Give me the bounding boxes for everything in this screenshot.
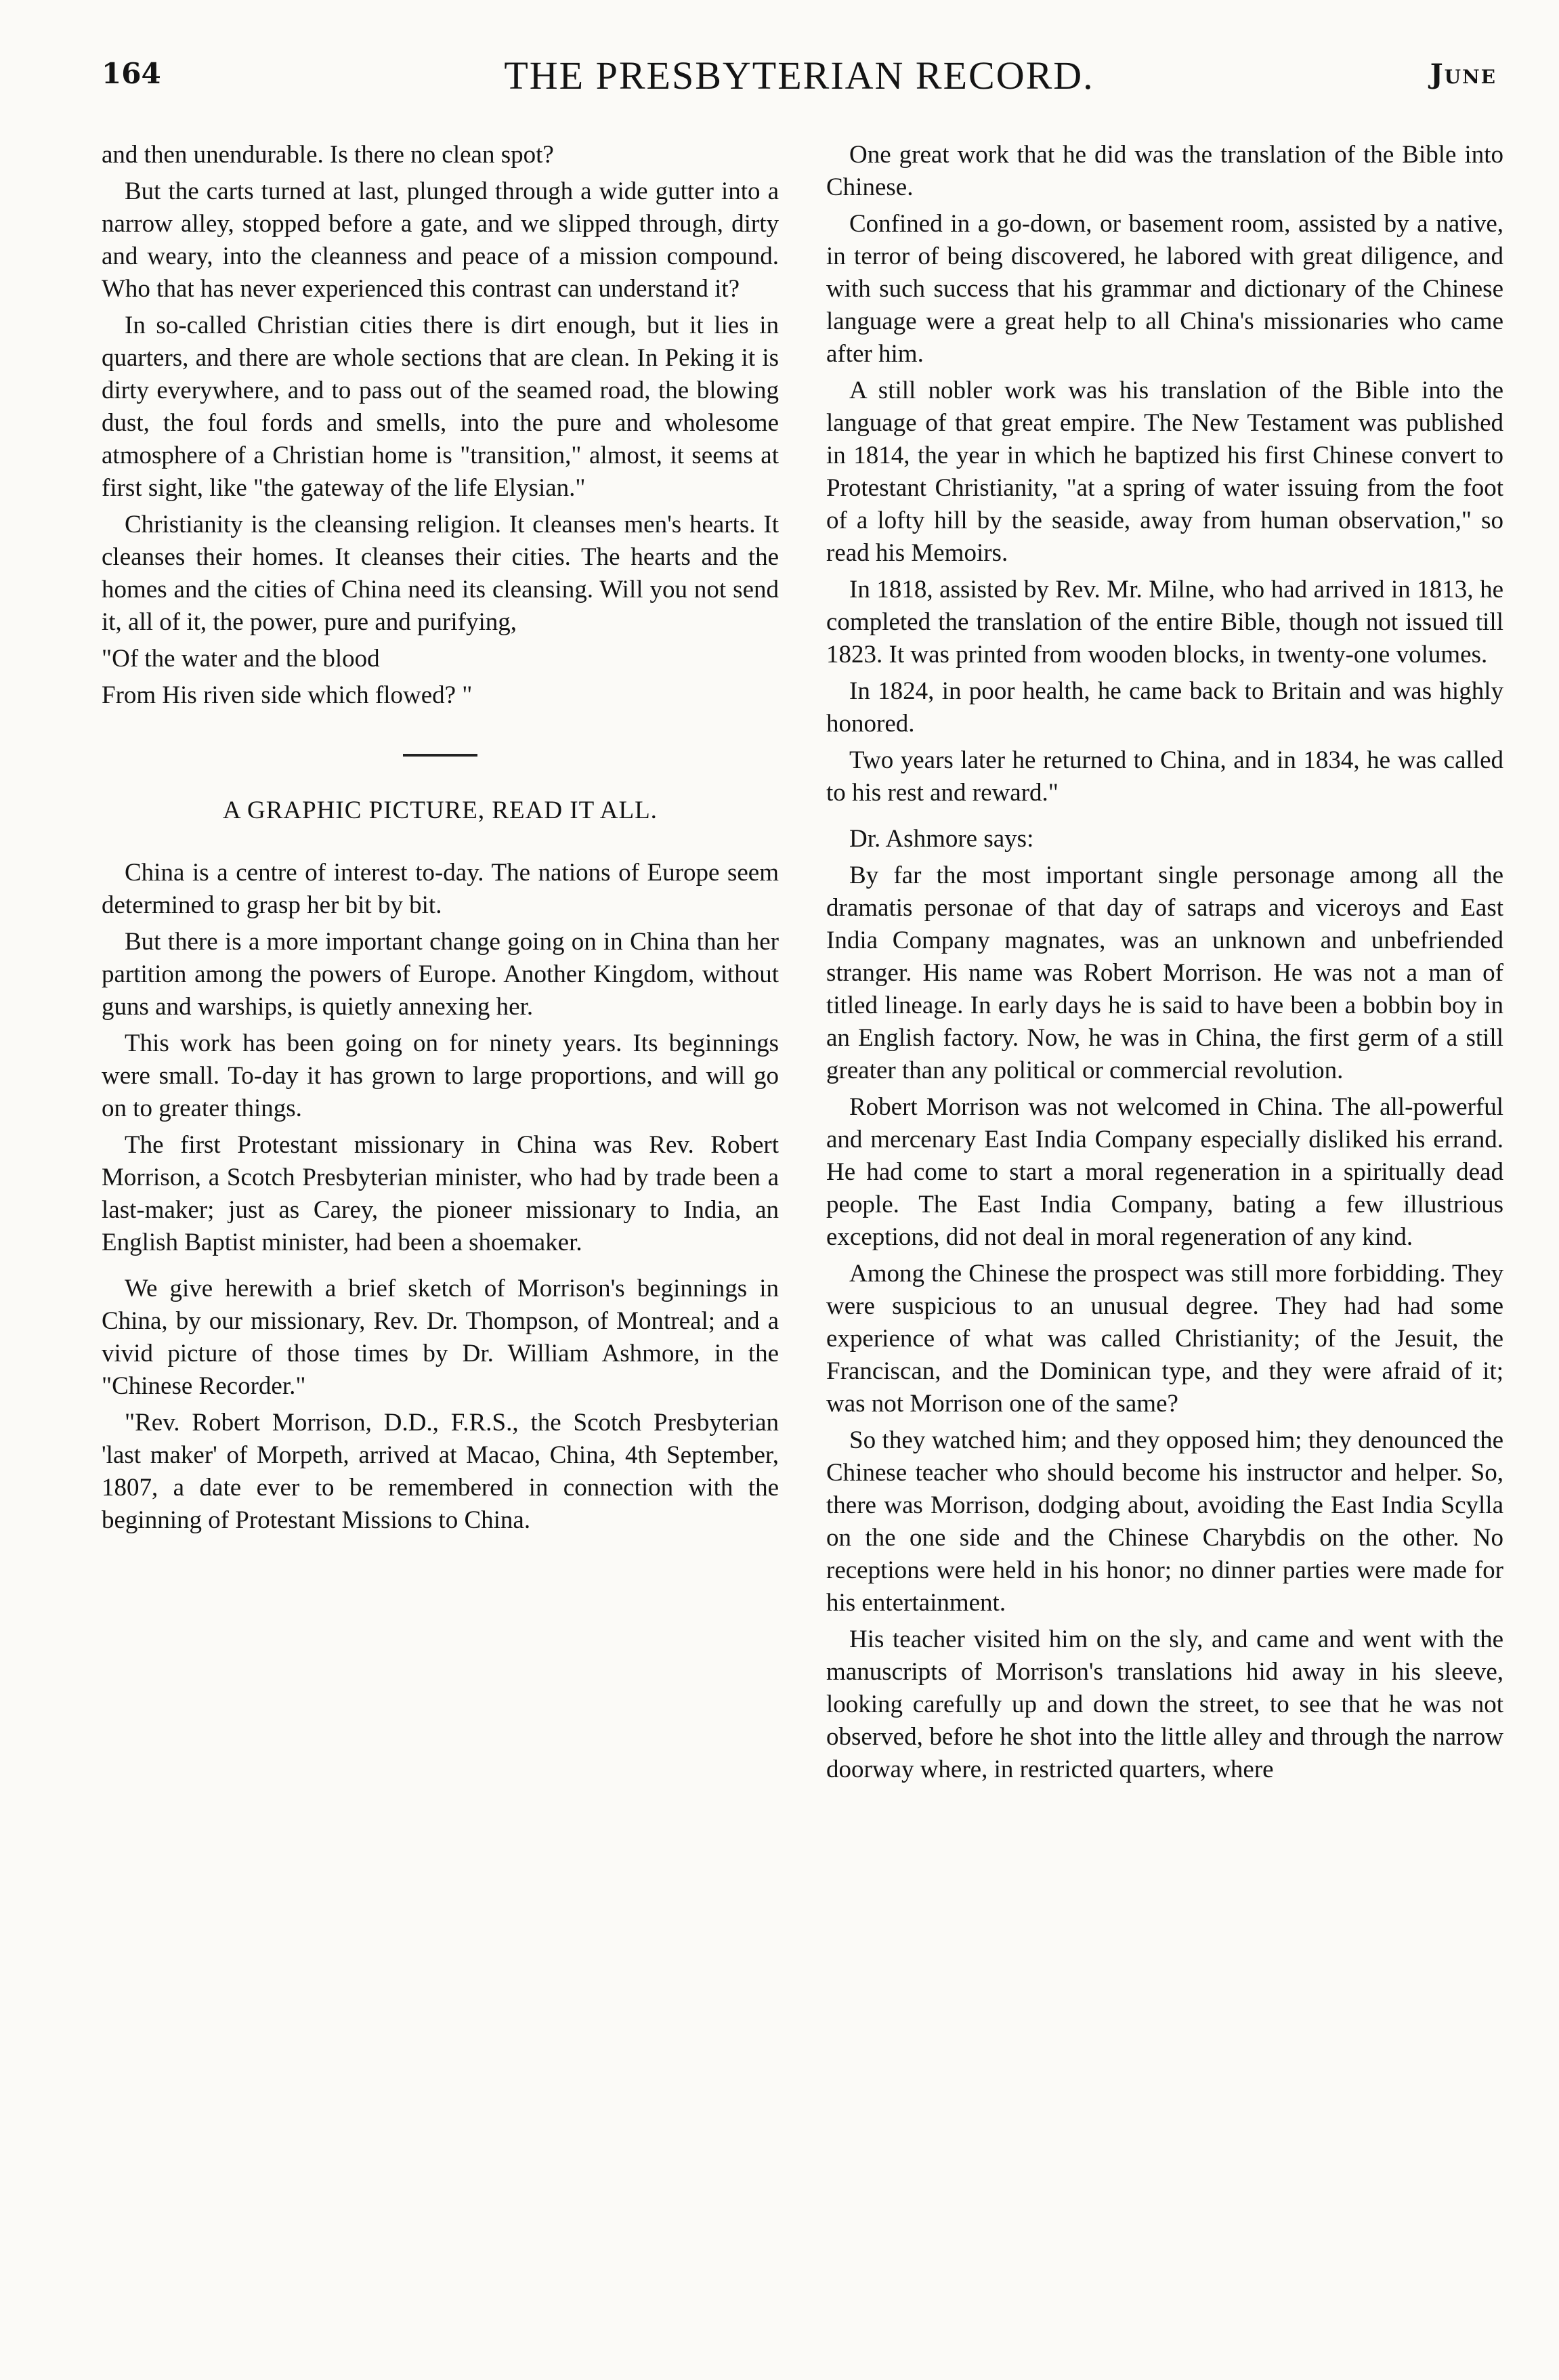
paragraph: By far the most important single personage among all the dramatis personae of that day of satraps and viceroys and East India Company magnates, was an unknown and unbefriended stranger. His name was Robert Morrison. He was not a man of titled lineage. In early days he is said to have been a bobbin boy in an English factory. Now, he was in China, the first germ of a still greater than any political or commercial revolution. (826, 862, 1503, 1084)
paragraph: Two years later he returned to China, and in 1834, he was called to his rest and reward." (826, 746, 1503, 807)
spacer (102, 1263, 779, 1273)
left-column (102, 139, 779, 2340)
paragraph: In so-called Christian cities there is dirt enough, but it lies in quarters, and there are whole sections that are clean. In Peking it is dirty everywhere, and to pass out of the seamed road, the blowing dust, the foul fords and smells, into the pure and wholesome atmosphere of a Christian home is "transition," almost, it seems at first sight, like "the gateway of the life Elysian." (102, 312, 779, 502)
page-header (102, 53, 1497, 114)
verse-line: "Of the water and the blood (102, 645, 380, 673)
article-heading: A GRAPHIC PICTURE, READ IT ALL. (223, 796, 658, 824)
paragraph: "Rev. Robert Morrison, D.D., F.R.S., the Scotch Presbyterian 'last maker' of Morpeth, arrived at Macao, China, 4th September, 1807, a date ever to be remembered in connection with the beginning of Protestant Missions to China. (102, 1409, 779, 1534)
verse-line: From His riven side which flowed? " (102, 681, 473, 709)
paragraph: But there is a more important change going on in China than her partition among the powers of Europe. Another Kingdom, without guns and warships, is quietly annexing her. (102, 928, 779, 1021)
issue-month: June (1430, 58, 1497, 90)
paragraph: The first Protestant missionary in China was Rev. Robert Morrison, a Scotch Presbyterian minister, who had by trade been a last-maker; just as Carey, the pioneer missionary to India, an English Baptist minister, had been a shoemaker. (102, 1131, 779, 1256)
paragraph: Robert Morrison was not welcomed in China. The all-powerful and mercenary East India Company especially disliked his errand. He had come to start a moral regeneration in a spiritually dead people. The East India Company, bating a few illustrious exceptions, did not deal in moral regeneration of any kind. (826, 1093, 1503, 1251)
paragraph: and then unendurable. Is there no clean spot? (102, 141, 554, 169)
spacer (826, 813, 1503, 823)
section-divider (403, 754, 477, 757)
paragraph: This work has been going on for ninety years. Its beginnings were small. To-day it has grown to large proportions, and will go on to greater things. (102, 1029, 779, 1122)
paragraph: A still nobler work was his translation of the Bible into the language of that great empire. The New Testament was published in 1814, the year in which he baptized his first Chinese convert to Protestant Christianity, "at a spring of water issuing from the foot of a lofty hill by the seaside, away from human observation," so read his Memoirs. (826, 377, 1503, 567)
paragraph: We give herewith a brief sketch of Morrison's beginnings in China, by our missionary, Rev. Dr. Thompson, of Montreal; and a vivid picture of those times by Dr. William Ashmore, in the "Chinese Recorder." (102, 1275, 779, 1400)
paragraph: Christianity is the cleansing religion. It cleanses men's hearts. It cleanses their homes. It cleanses their cities. The hearts and the homes and the cities of China need its cleansing. Will you not send it, all of it, the power, pure and purifying, (102, 511, 779, 636)
paragraph: Dr. Ashmore says: (849, 825, 1034, 853)
paragraph: So they watched him; and they opposed him; they denounced the Chinese teacher who should become his instructor and helper. So, there was Morrison, dodging about, avoiding the East India Scylla on the one side and the Chinese Charybdis on the other. No receptions were held in his honor; no dinner parties were made for his entertainment. (826, 1426, 1503, 1617)
paragraph: Among the Chinese the prospect was still more forbidding. They were suspicious to an unusual degree. They had had some experience of what was called Christianity; of the Jesuit, the Franciscan, and the Dominican type, and they were afraid of it; was not Morrison one of the same? (826, 1260, 1503, 1418)
paragraph: China is a centre of interest to-day. The nations of Europe seem determined to grasp her bit by bit. (102, 859, 779, 919)
journal-title: THE PRESBYTERIAN RECORD. (504, 54, 1094, 98)
right-column (826, 139, 1503, 2340)
paragraph: But the carts turned at last, plunged through a wide gutter into a narrow alley, stopped before a gate, and we slipped through, dirty and weary, into the cleanness and peace of a mission compound. Who that has never experienced this contrast can understand it? (102, 177, 779, 303)
paragraph: Confined in a go-down, or basement room, assisted by a native, in terror of being discovered, he labored with great diligence, and with such success that his grammar and dictionary of the Chinese language were a great help to all China's missionaries who came after him. (826, 210, 1503, 368)
paragraph: One great work that he did was the translation of the Bible into Chinese. (826, 141, 1503, 201)
paragraph: In 1824, in poor health, he came back to Britain and was highly honored. (826, 677, 1503, 738)
paragraph: His teacher visited him on the sly, and came and went with the manuscripts of Morrison's translations hid away in his sleeve, looking carefully up and down the street, to see that he was not observed, before he shot into the little alley and through the narrow doorway where, in restricted quarters, where (826, 1625, 1503, 1783)
paragraph: In 1818, assisted by Rev. Mr. Milne, who had arrived in 1813, he completed the translation of the entire Bible, though not issued till 1823. It was printed from wooden blocks, in twenty-one volumes. (826, 576, 1503, 668)
page-number: 164 (102, 57, 161, 90)
